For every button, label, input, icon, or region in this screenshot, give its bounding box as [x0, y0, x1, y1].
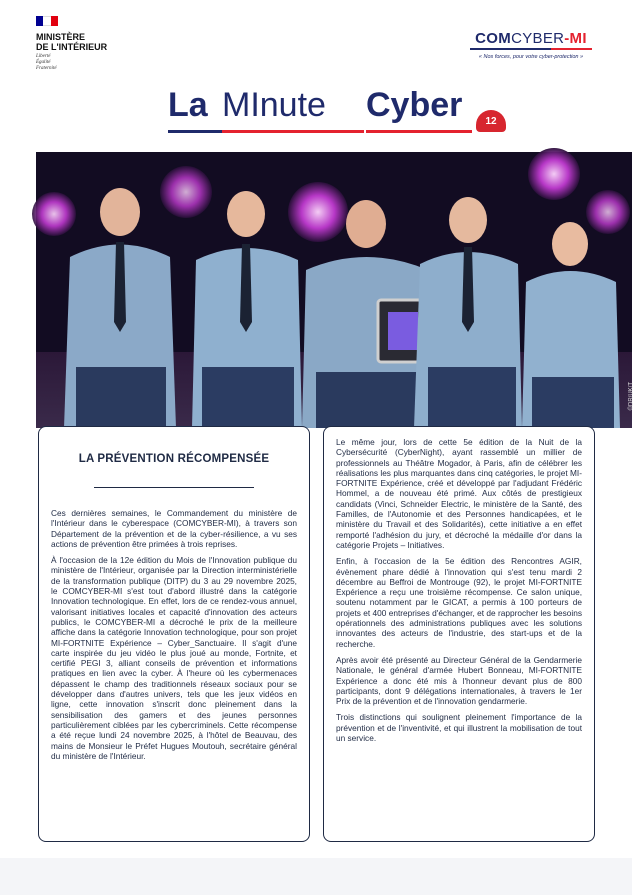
article-paragraph: Ces dernières semaines, le Commandement du ministère de l'Intérieur dans le cyberespace (COMCYBER-MI), à travers son Département de la prévention et de la cyber-résilience, a vu ses actions de prévention être primées à trois reprises.: [51, 508, 297, 549]
comcyber-part3: -MI: [564, 30, 587, 47]
french-flag-icon: [36, 16, 58, 26]
comcyber-part2: CYBER: [511, 30, 565, 47]
ministry-name-line1: MINISTÈRE: [36, 32, 86, 42]
article-heading: LA PRÉVENTION RÉCOMPENSÉE: [78, 453, 270, 465]
newsletter-title: [160, 86, 480, 136]
comcyber-wordmark: [466, 30, 596, 47]
title-underline-red: [222, 130, 364, 133]
comcyber-tagline: « Nos forces, pour votre cyber-protection »: [478, 54, 584, 60]
comcyber-logo: [466, 30, 596, 60]
title-word-cyber: Cyber: [366, 86, 463, 124]
page-footer-band: [0, 858, 632, 895]
title-word-minute: MInute: [222, 86, 326, 124]
photo-credit: ©DR/UK/T: [628, 382, 634, 411]
article-paragraph: Après avoir été présenté au Directeur Général de la Gendarmerie Nationale, le général d'armée Hubert Bonneau, MI-FORTNITE Expérience a donc été mis à l'honneur devant plus de 800 participants, dont 9 délégations internationales, à travers le 1er Prix de la prévention et de l'innovation gendarmerie.: [336, 654, 582, 707]
group-photo: [36, 152, 632, 428]
comcyber-color-bars: [470, 48, 592, 50]
comcyber-part1: COM: [475, 30, 512, 47]
title-underline-red-2: [366, 130, 472, 133]
motto-fraternite: Fraternité: [36, 66, 57, 71]
santa-hat-icon: [476, 110, 506, 132]
article-right-column: [323, 426, 595, 842]
ministry-name-line2: DE L'INTÉRIEUR: [36, 42, 108, 52]
motto-liberte: Liberté: [36, 54, 51, 59]
motto-egalite: Égalité: [36, 60, 51, 65]
group-photo-illustration: [36, 152, 632, 428]
article-paragraph: À l'occasion de la 12e édition du Mois de l'Innovation publique du ministère de l'Intérieur, organisée par la Direction interministérielle de la transformation publique (DITP) du 3 au 29 novembre 2025, le COMCYBER-MI s'est tout d'abord illustré dans la catégorie Innovation technologique. En effet, lors de ce rendez-vous annuel, valorisant initiatives locales et capacité d'innovation des acteurs publics, le COMCYBER-MI a décroché le prix de la meilleure affiche dans la catégorie Innovation technologique, pour son projet MI-FORTNITE Expérience – Cyber_Sanctuaire. Il s'agit d'une carte inspirée du jeu vidéo le plus joué au monde, Fortnite, et certifié PEGI 3, alliant conseils de prévention et informations pratiques en lien avec la cyber. À l'heure où les cybermenaces dépassent le champ des traditionnels réseaux sociaux pour se développer dans d'autres univers, tels que les jeux vidéos en ligne, cette innovation s'inscrit donc pleinement dans la sensibilisation des gamers et des jeunes personnes particulièrement ciblées par les cybercriminels. Cette récompense a été reçue lundi 24 novembre 2025, à l'hôtel de Beauvau, des mains de Monsieur le Préfet Hugues Moutouh, secrétaire général du ministère de l'Intérieur.: [51, 555, 297, 761]
ministry-logo: [36, 16, 156, 72]
republic-motto: [36, 54, 156, 72]
title-underline-navy: [168, 130, 226, 133]
heading-divider: [94, 487, 254, 488]
article-paragraph: Trois distinctions qui soulignent pleinement l'importance de la prévention et de l'inventivité, et qui illustrent la mobilisation de tout un service.: [336, 712, 582, 744]
article-paragraph: Le même jour, lors de cette 5e édition de la Nuit de la Cybersécurité (CyberNight), ayant rassemblé un millier de professionnels au Théâtre Mogador, à Paris, afin de célébrer les réalisations les plus marquantes dans cinq catégories, le projet MI-FORTNITE Expérience, créé et développé par l'adjudant Frédéric Hommel, a de nouveau été primé. Aux côtés de prestigieux candidats (Vinci, Schneider Electric, le ministère de la Santé, des Familles, de l'Autonomie et des Personnes handicapées, et le ministère du Travail et des Solidarités), cette initiative a en effet remporté l'adhésion du jury, et décroché la médaille d'or dans la catégorie Projets – Initiatives.: [336, 437, 582, 550]
title-word-la: La: [168, 86, 208, 124]
article-paragraph: Enfin, à l'occasion de la 5e édition des Rencontres AGIR, évènement phare dédié à l'innovation qui s'est tenu mardi 2 décembre au Beffroi de Montrouge (92), le projet MI-FORTNITE Expérience a reçu une troisième récompense. Ce salon unique, soutenu notamment par le GICAT, a permis à 100 porteurs de projets et 400 entreprises d'échanger, et de rapprocher les besoins opérationnels des administrations publiques avec les solutions innovantes des acteurs de l'industrie, des start-ups et de la recherche.: [336, 556, 582, 649]
article-left-column: [38, 426, 310, 842]
issue-number: 12: [485, 116, 497, 127]
